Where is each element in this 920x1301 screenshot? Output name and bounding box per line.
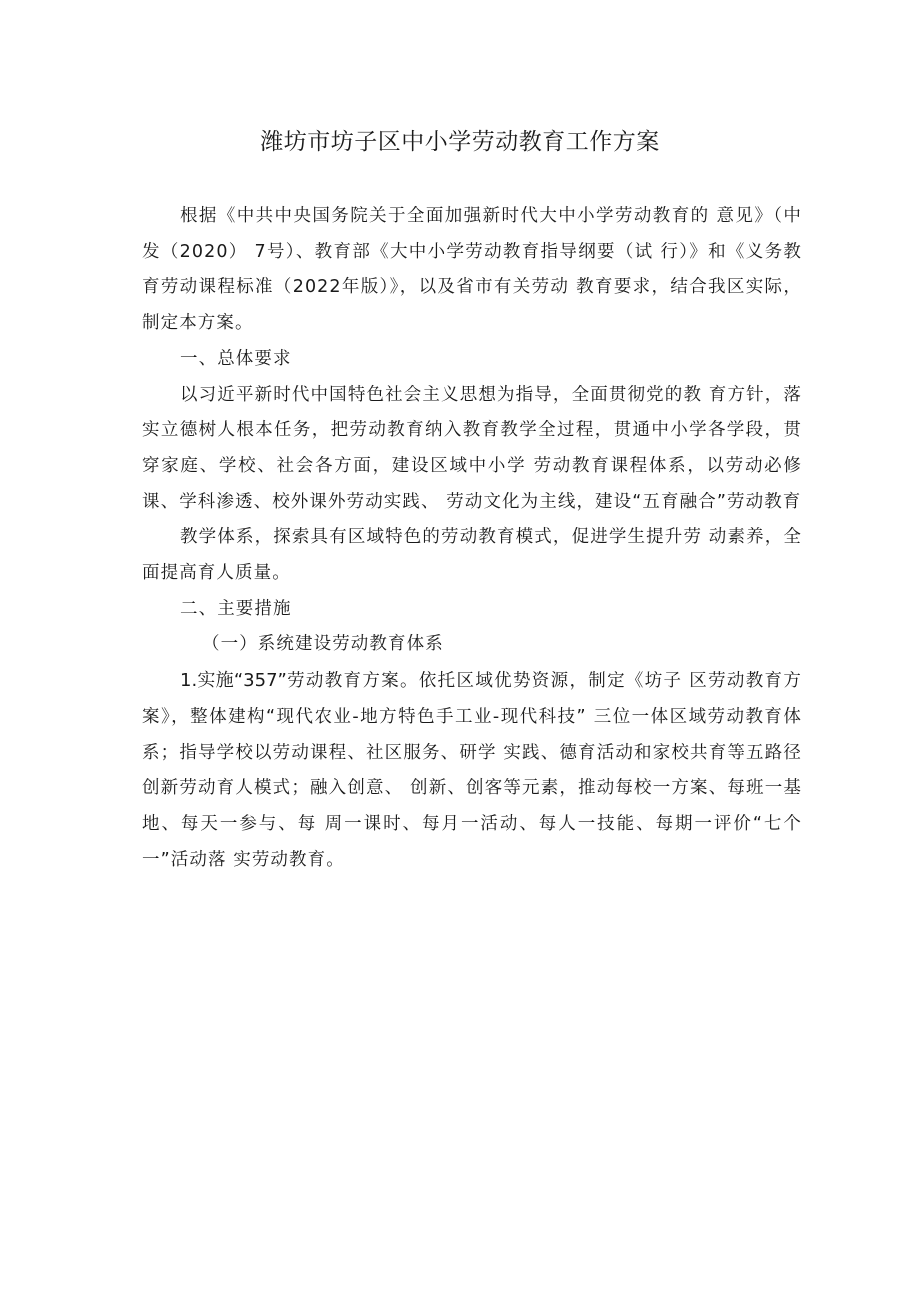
intro-paragraph: 根据《中共中央国务院关于全面加强新时代大中小学劳动教育的 意见》（中发（2020） 7号）、教育部《大中小学劳动教育指导纲要（试 行）》和《义务教育劳动课程标准（2022年版）》，以及省市有关劳动 教育要求，结合我区实际，制定本方案。 [142, 206, 802, 334]
section-heading-main-measures: 二、主要措施 [180, 598, 292, 619]
general-requirements-paragraph-1: 以习近平新时代中国特色社会主义思想为指导，全面贯彻党的教 育方针，落实立德树人根本任务，把劳动教育纳入教育教学全过程，贯通中小学各学段，贯穿家庭、学校、社会各方面，建设区域中小学 劳动教育课程体系，以劳动必修课、学科渗透、校外课外劳动实践、 劳动文化为主线，建设“五育融合”劳动教育 [142, 384, 802, 512]
document-body [142, 199, 802, 878]
measure-item-1-lead: 1.实施“357” [180, 670, 287, 692]
subsection-heading-system-building: （一）系统建设劳动教育体系 [202, 634, 444, 655]
measure-item-1-paragraph [142, 663, 802, 878]
measure-item-1-text: 劳动教育方案。依托区域优势资源，制定《坊子 区劳动教育方案》，整体建构“现代农业-地方特色手工业-现代科技” 三位一体区域劳动教育体系；指导学校以劳动课程、社区服务、研学 实践、德育活动和家校共育等五路径创新劳动育人模式；融入创意、 创新、创客等元素，推动每校一方案、每班一基地、每天一参与、每 周一课时、每月一活动、每人一技能、每期一评价“七个一”活动落 实劳动教育。 [142, 671, 802, 870]
document-title: 潍坊市坊子区中小学劳动教育工作方案 [260, 129, 660, 155]
general-requirements-paragraph-2: 教学体系，探索具有区域特色的劳动教育模式，促进学生提升劳 动素养，全面提高育人质量。 [142, 527, 802, 584]
section-heading-general-requirements: 一、总体要求 [180, 348, 292, 369]
